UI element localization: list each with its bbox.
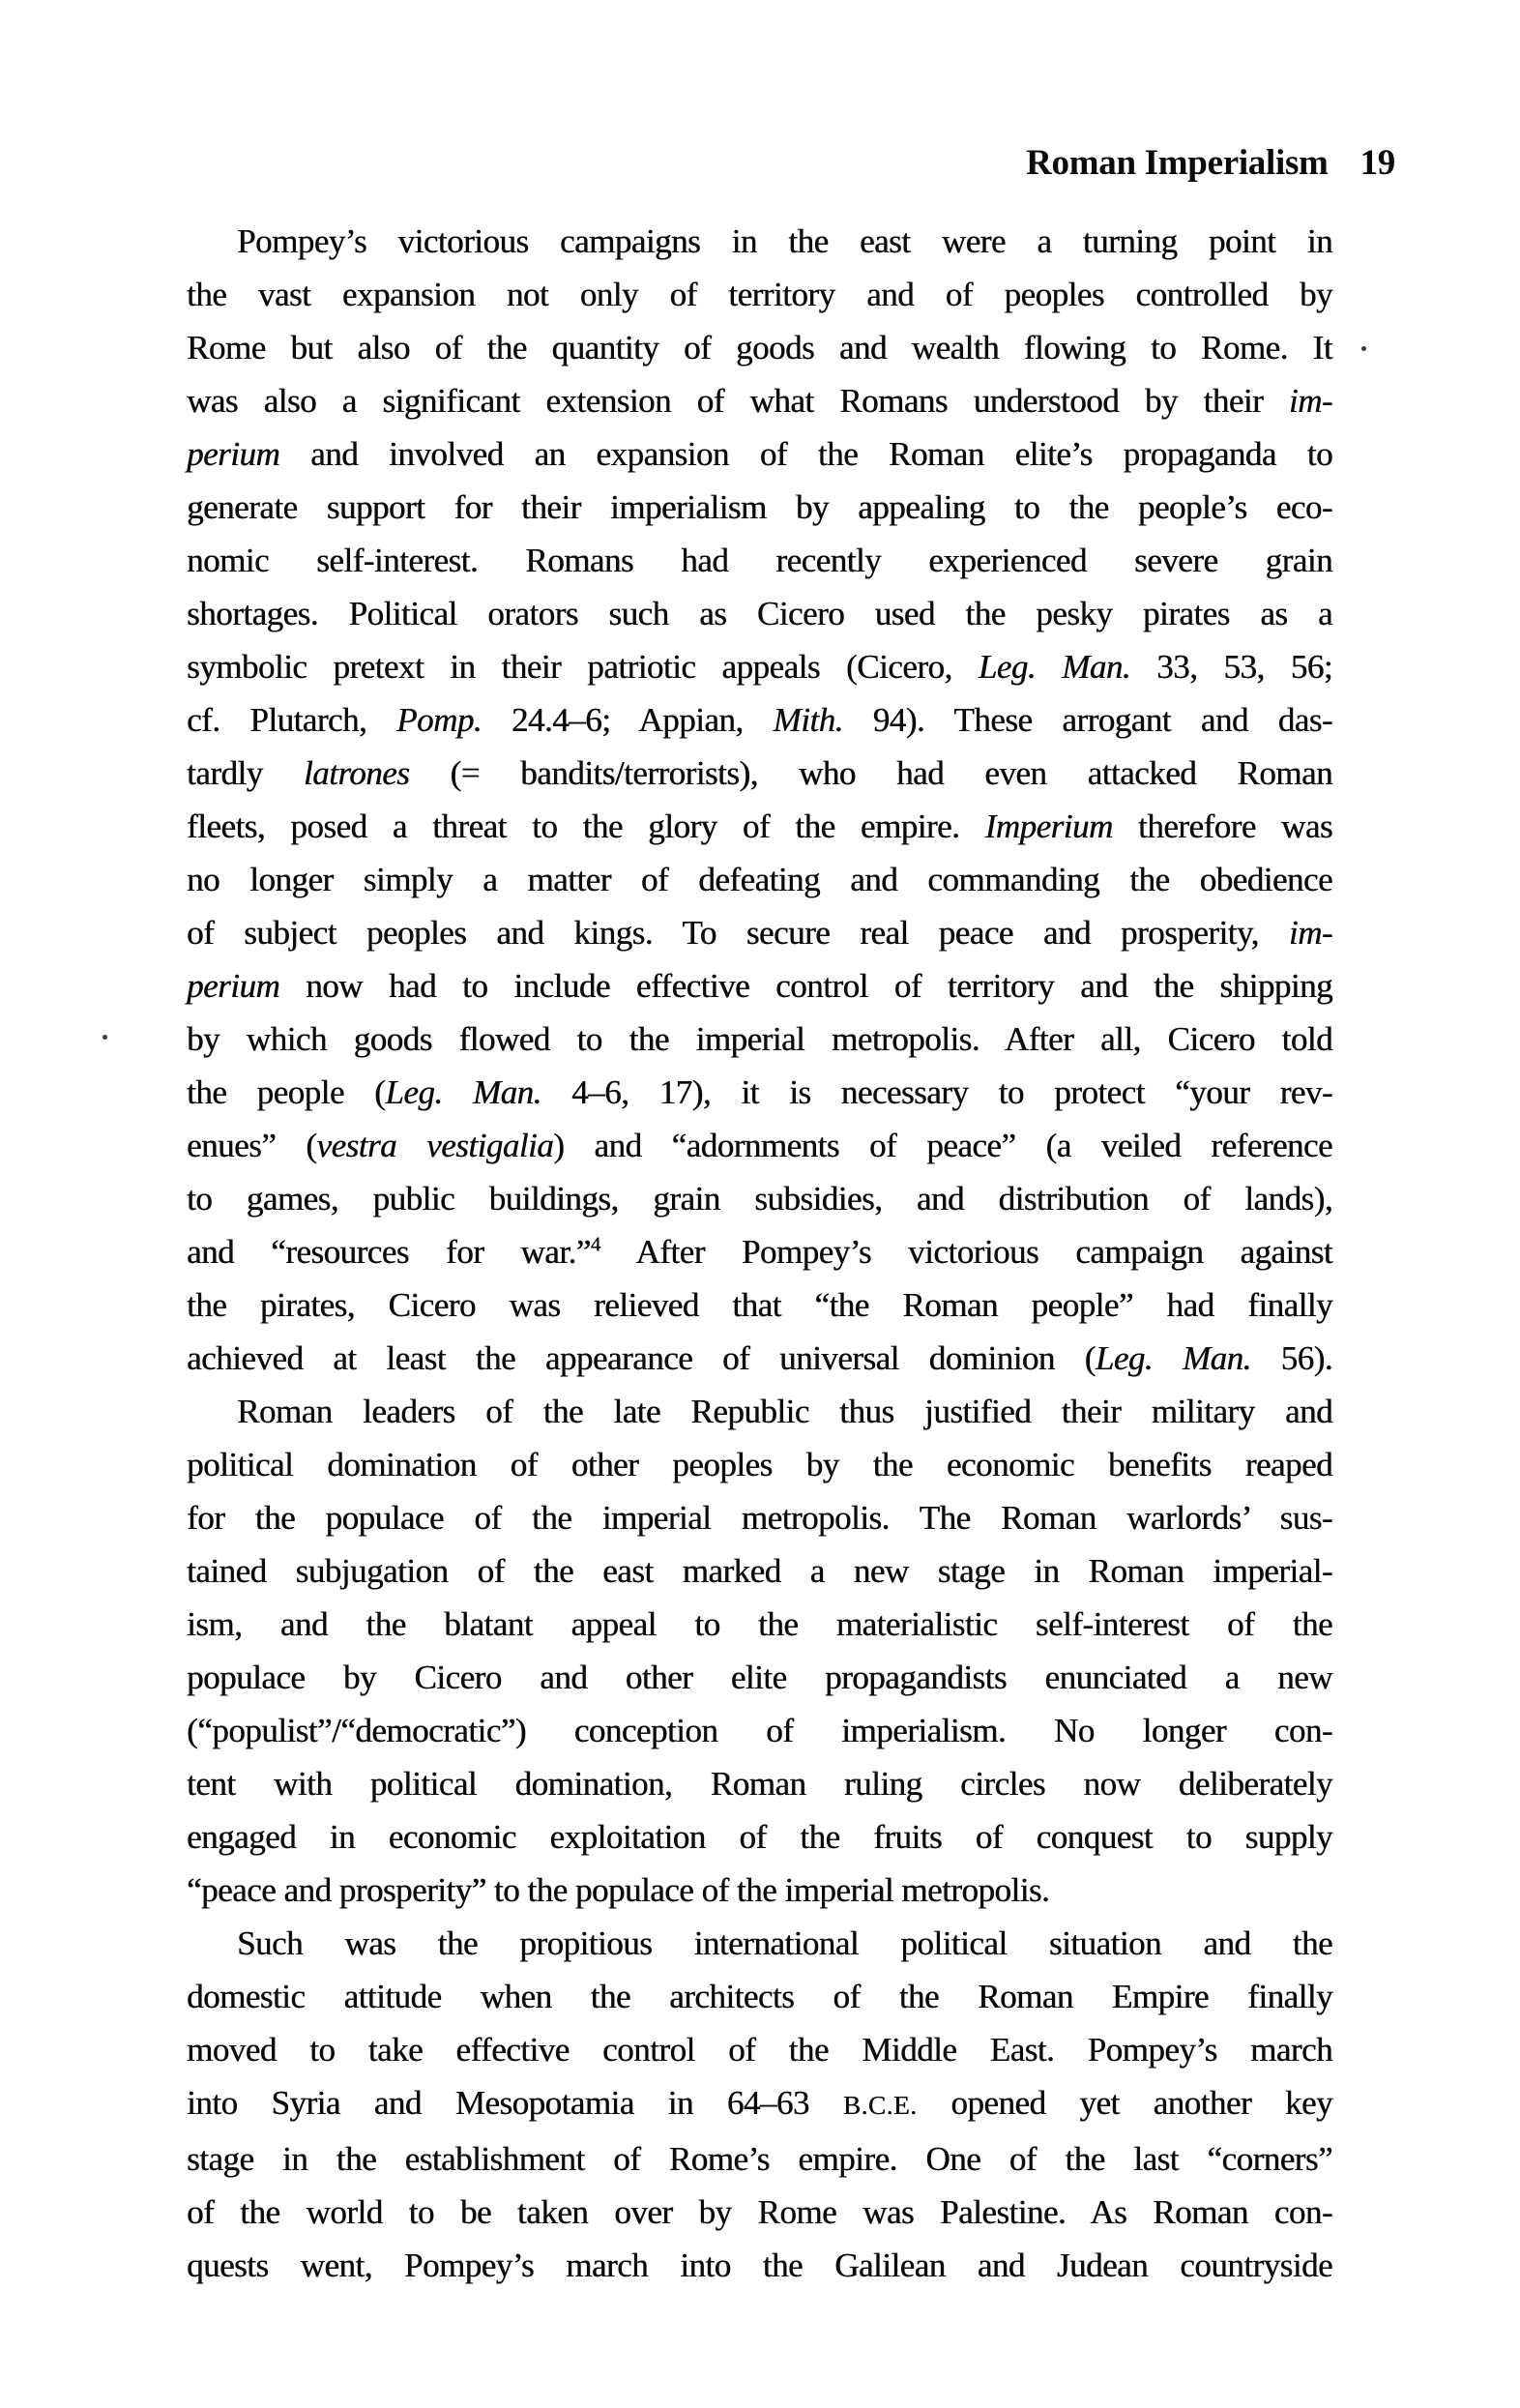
text-line [187,747,1332,800]
text-segment: fleets, posed a threat to the glory of the empire. [187,808,985,845]
page-header [0,142,1395,185]
text-segment: quests went, Pompey’s march into the Galilean and Judean countryside [187,2246,1332,2284]
text-line [187,853,1332,906]
text-segment: opened yet another key [917,2084,1333,2122]
running-head-title: Roman Imperialism [1026,143,1329,183]
text-line [187,481,1332,534]
text-line [187,2023,1332,2076]
text-segment: political domination of other peoples by the economic benefits reaped [187,1446,1332,1483]
text-segment: stage in the establishment of Rome’s empire. One of the last “corners” [187,2140,1332,2178]
text-line [187,321,1332,374]
scan-speck [102,1035,107,1040]
text-line [187,1970,1332,2023]
text-line [187,1810,1332,1864]
text-segment: Leg. Man. [978,648,1130,686]
text-segment: and “resources for war.” [187,1233,591,1271]
text-line [187,1119,1332,1172]
text-segment: perium [187,435,280,473]
text-segment: now had to include effective control of territory and the shipping [279,967,1332,1005]
text-segment: Pompey’s victorious campaigns in the east were a turning point in [237,222,1332,260]
text-segment: “peace and prosperity” to the populace of the imperial metropolis. [187,1871,1050,1909]
text-line [187,268,1332,321]
text-segment: vestra vestigalia [316,1127,554,1164]
scan-speck [1361,346,1366,351]
text-segment: populace by Cicero and other elite propagandists enunciated a new [187,1659,1332,1696]
text-line [187,2132,1332,2186]
text-line [187,1278,1332,1332]
text-line [187,427,1332,481]
text-line [187,640,1332,693]
text-segment: no longer simply a matter of defeating and commanding the obedience [187,861,1332,898]
text-line [187,906,1332,959]
text-segment: the pirates, Cicero was relieved that “the Roman people” had finally [187,1286,1332,1324]
footnote-marker: 4 [590,1232,601,1256]
text-segment: Rome but also of the quantity of goods and wealth flowing to Rome. It [187,329,1332,367]
text-segment: moved to take effective control of the Middle East. Pompey’s march [187,2031,1332,2069]
text-segment: 33, 53, 56; [1130,648,1332,686]
text-segment: im- [1288,382,1332,420]
text-segment: the people ( [187,1073,386,1111]
text-segment: was also a significant extension of what Romans understood by their [187,382,1289,420]
text-segment: and involved an expansion of the Roman elite’s propaganda to [279,435,1332,473]
text-segment: Imperium [984,808,1113,845]
text-line [187,1385,1332,1438]
text-segment: im- [1288,914,1332,952]
text-segment: generate support for their imperialism by appealing to the people’s eco- [187,488,1332,526]
text-segment: Leg. Man. [385,1073,541,1111]
text-segment: tardly [187,754,304,792]
text-line [187,1864,1332,1917]
text-segment: latrones [303,754,410,792]
text-segment: Leg. Man. [1095,1339,1251,1377]
text-line [187,534,1332,587]
paragraph [187,1917,1332,2292]
body-text [187,215,1332,2292]
text-segment: of subject peoples and kings. To secure real peace and prosperity, [187,914,1289,952]
text-segment: nomic self-interest. Romans had recently experienced severe grain [187,542,1332,579]
text-line [187,1757,1332,1810]
text-line [187,1332,1332,1385]
text-segment: 94). These arrogant and das- [842,701,1333,739]
text-segment: cf. Plutarch, [187,701,397,739]
text-line [187,587,1332,640]
text-segment: perium [187,967,280,1005]
text-segment: tent with political domination, Roman ruling circles now deliberately [187,1765,1332,1803]
text-segment: (= bandits/terrorists), who had even attacked Roman [409,754,1332,792]
text-segment: to games, public buildings, grain subsidies, and distribution of lands), [187,1180,1332,1218]
text-segment: 4–6, 17), it is necessary to protect “your rev- [541,1073,1332,1111]
text-line [187,1917,1332,1970]
text-line [187,959,1332,1013]
text-segment: enues” ( [187,1127,317,1164]
text-line [187,1172,1332,1225]
text-segment: B.C.E. [842,2091,918,2120]
text-segment: of the world to be taken over by Rome was Palestine. As Roman con- [187,2193,1332,2231]
text-line [187,693,1332,747]
text-segment: ) and “adornments of peace” (a veiled reference [553,1127,1332,1164]
text-segment: into Syria and Mesopotamia in 64–63 [187,2084,843,2122]
text-line [187,1013,1332,1066]
text-line [187,1225,1332,1278]
text-line [187,1651,1332,1704]
text-segment: After Pompey’s victorious campaign against [600,1233,1333,1271]
page-number: 19 [1359,143,1395,183]
text-segment: Pomp. [396,701,482,739]
text-segment: 24.4–6; Appian, [482,701,774,739]
text-segment: Roman leaders of the late Republic thus justified their military and [237,1393,1332,1430]
text-segment: (“populist”/“democratic”) conception of imperialism. No longer con- [187,1712,1332,1749]
text-segment: therefore was [1112,808,1332,845]
text-segment: tained subjugation of the east marked a new stage in Roman imperial- [187,1552,1332,1590]
text-line [187,1066,1332,1119]
text-segment: for the populace of the imperial metropolis. The Roman warlords’ sus- [187,1499,1332,1537]
text-segment: by which goods flowed to the imperial metropolis. After all, Cicero told [187,1020,1332,1058]
text-segment: the vast expansion not only of territory and of peoples controlled by [187,276,1332,313]
text-line [187,374,1332,427]
text-segment: domestic attitude when the architects of the Roman Empire finally [187,1978,1332,2015]
paragraph [187,1385,1332,1917]
text-line [187,2076,1332,2132]
text-line [187,1491,1332,1544]
text-segment: achieved at least the appearance of universal dominion ( [187,1339,1096,1377]
text-line [187,2239,1332,2292]
text-segment: 56). [1250,1339,1332,1377]
text-segment: Such was the propitious international political situation and the [237,1924,1332,1962]
text-line [187,1438,1332,1491]
text-segment: ism, and the blatant appeal to the materialistic self-interest of the [187,1605,1332,1643]
text-line [187,800,1332,853]
text-line [187,1544,1332,1598]
text-line [187,215,1332,268]
text-segment: shortages. Political orators such as Cicero used the pesky pirates as a [187,595,1332,632]
text-segment: symbolic pretext in their patriotic appeals (Cicero, [187,648,979,686]
text-line [187,1598,1332,1651]
text-segment: engaged in economic exploitation of the fruits of conquest to supply [187,1818,1332,1856]
paragraph [187,215,1332,1385]
text-line [187,1704,1332,1757]
text-segment: Mith. [773,701,843,739]
text-line [187,2186,1332,2239]
